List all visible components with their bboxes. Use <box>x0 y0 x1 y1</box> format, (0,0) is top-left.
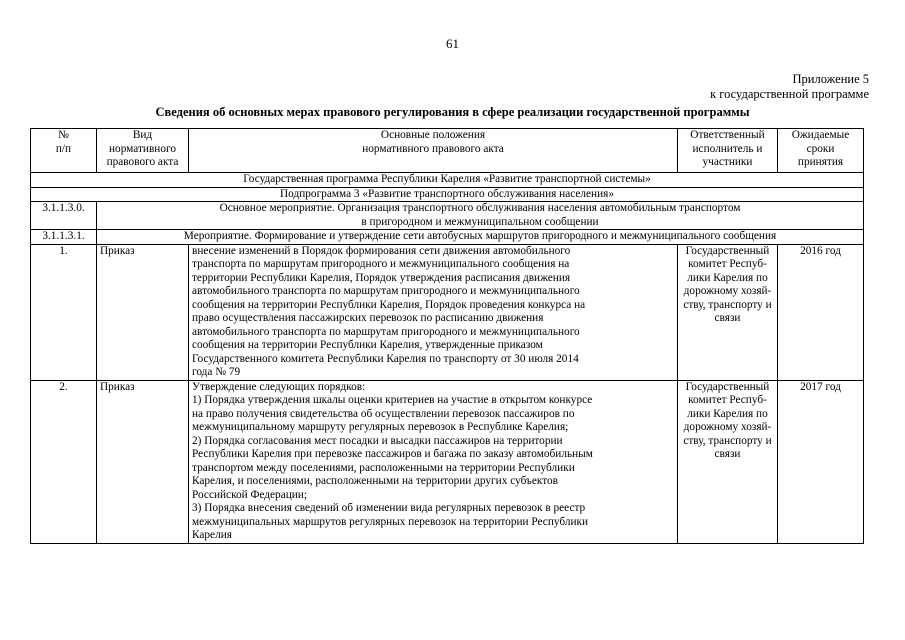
provision-line: межмуниципальных маршрутов регулярных перевозок на территории Республики <box>192 515 589 528</box>
responsible-line: комитет Респуб- <box>688 394 767 406</box>
row-number: 1. <box>31 244 97 380</box>
provision-line: автомобильного транспорта по маршрутам пригородного и межмуниципального <box>192 325 580 338</box>
program-title: Государственная программа Республики Карелия «Развитие транспортной системы» <box>31 173 864 188</box>
provision-line: 3) Порядка внесения сведений об изменении вида регулярных перевозок в реестр <box>192 502 586 514</box>
provision-line: автомобильного транспорта по маршрутам пригородного и межмуниципального <box>192 285 580 297</box>
provision-line: Российской Федерации; <box>192 488 307 501</box>
provision-line: сообщения на территории Республики Карелия, Порядок проведения конкурса на <box>192 298 586 311</box>
provision-line: транспортом между поселениями, расположенными на территории Республики <box>192 461 575 474</box>
header-text: Ответственный <box>690 129 765 141</box>
main-event-text <box>97 202 864 230</box>
provision-line: Республики Карелия при перевозке пассажиров и багажа по заказу автомобильным <box>192 448 593 460</box>
provision-line: 1) Порядка утверждения шкалы оценки критериев на участие в открытом конкурсе <box>192 394 593 406</box>
row-provisions <box>189 380 678 543</box>
program-row <box>31 173 864 188</box>
provision-line: Государственного комитета Республики Карелия по транспорту от 30 июля 2014 <box>192 352 579 365</box>
header-text: нормативного <box>109 142 176 155</box>
measures-table <box>30 128 864 544</box>
header-number <box>31 129 97 173</box>
responsible-line: Государственный <box>685 244 770 257</box>
row-deadline: 2016 год <box>778 244 864 380</box>
header-responsible <box>678 129 778 173</box>
event-text: Мероприятие. Формирование и утверждение сети автобусных маршрутов пригородного и межмуниципального сообщения <box>97 230 864 245</box>
responsible-line: комитет Респуб- <box>688 258 767 270</box>
main-event-line: в пригородном и межмуниципальном сообщении <box>361 215 599 228</box>
header-text: принятия <box>797 156 844 168</box>
provision-line: межмуниципальному маршруту регулярных перевозок в Республике Карелия; <box>192 421 569 433</box>
provision-line: 2) Порядка согласования мест посадки и высадки пассажиров на территории <box>192 434 563 447</box>
responsible-line: дорожному хозяй- <box>683 285 772 297</box>
row-number: 2. <box>31 380 97 543</box>
table-header-row <box>31 129 864 173</box>
header-text: п/п <box>55 142 72 155</box>
event-row <box>31 230 864 245</box>
header-text: нормативного правового акта <box>362 142 504 155</box>
header-text: исполнитель и <box>692 142 763 155</box>
responsible-line: связи <box>714 312 741 324</box>
header-text: участники <box>702 156 753 168</box>
main-event-line: Основное мероприятие. Организация транспортного обслуживания населения автомобильным транспортом <box>219 202 741 214</box>
appendix-caption <box>710 72 869 102</box>
provision-line: право осуществления пассажирских перевозок по расписанию движения <box>192 312 544 324</box>
header-text: сроки <box>806 142 835 155</box>
page-number: 61 <box>446 36 459 51</box>
provision-line: внесение изменений в Порядок формирования сети движения автомобильного <box>192 244 571 257</box>
provision-line: Утверждение следующих порядков: <box>192 380 366 393</box>
header-provisions <box>189 129 678 173</box>
appendix-line-2: к государственной программе <box>710 87 869 101</box>
header-text: Основные положения <box>380 129 486 141</box>
header-text: № <box>58 129 69 141</box>
provision-line: сообщения на территории Республики Карелия, утвержденные приказом <box>192 339 543 351</box>
row-responsible <box>678 380 778 543</box>
responsible-line: ству, транспорту и <box>683 298 772 311</box>
main-event-row <box>31 202 864 230</box>
row-deadline: 2017 год <box>778 380 864 543</box>
row-responsible <box>678 244 778 380</box>
row-act-type: Приказ <box>97 380 189 543</box>
provision-line: Карелия, и поселениями, расположенными на территории других субъектов <box>192 475 559 487</box>
provision-line: транспорта по маршрутам пригородного и межмуниципального сообщения на <box>192 258 570 270</box>
responsible-line: дорожному хозяй- <box>683 421 772 433</box>
main-event-code: 3.1.1.3.0. <box>31 202 97 230</box>
provision-line: года № 79 <box>192 366 241 378</box>
table-row <box>31 244 864 380</box>
responsible-line: Государственный <box>685 380 770 393</box>
header-text: Ожидаемые <box>791 129 850 141</box>
row-provisions <box>189 244 678 380</box>
provision-line: на право получения свидетельства об осуществлении перевозок пассажиров по <box>192 407 575 420</box>
provision-line: территории Республики Карелия, Порядок утверждения расписания движения <box>192 271 571 284</box>
responsible-line: лики Карелия по <box>687 407 768 420</box>
header-text: правового акта <box>106 156 179 168</box>
table-row <box>31 380 864 543</box>
header-text: Вид <box>132 129 153 141</box>
header-act-type <box>97 129 189 173</box>
header-deadline <box>778 129 864 173</box>
responsible-line: связи <box>714 448 741 460</box>
document-title: Сведения об основных мерах правового регулирования в сфере реализации государственной программы <box>155 105 750 119</box>
responsible-line: ству, транспорту и <box>683 434 772 447</box>
subprogram-title: Подпрограмма 3 «Развитие транспортного обслуживания населения» <box>31 187 864 202</box>
provision-line: Карелия <box>192 529 232 541</box>
subprogram-row <box>31 187 864 202</box>
event-code: 3.1.1.3.1. <box>31 230 97 245</box>
responsible-line: лики Карелия по <box>687 271 768 284</box>
appendix-line-1: Приложение 5 <box>792 72 869 86</box>
row-act-type: Приказ <box>97 244 189 380</box>
